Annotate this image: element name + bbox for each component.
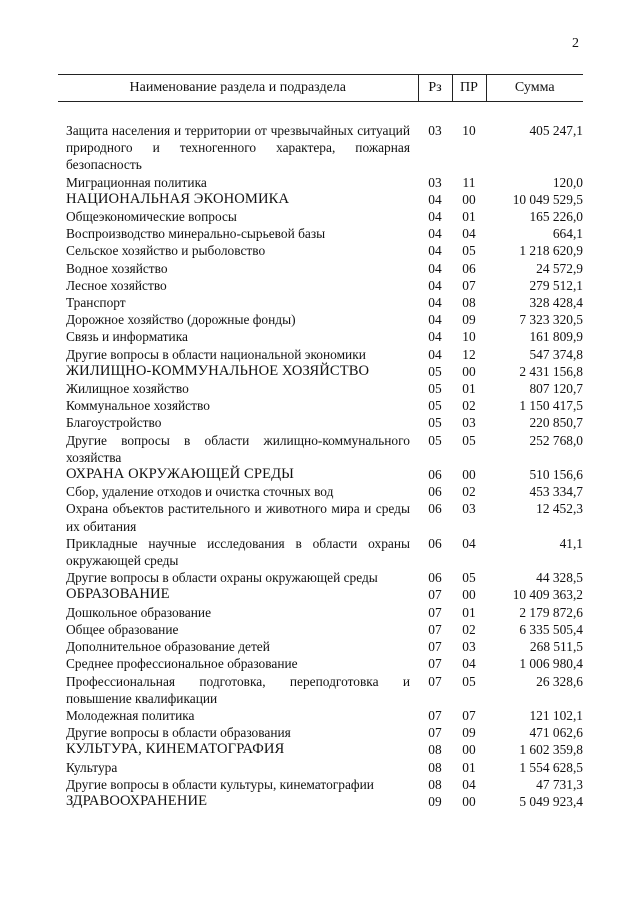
row-pr: 04: [462, 226, 476, 242]
table-row: [58, 294, 583, 311]
row-rz: 04: [428, 243, 442, 259]
row-name: КУЛЬТУРА, КИНЕМАТОГРАФИЯ: [66, 741, 285, 758]
row-sum: 471 062,6: [529, 725, 583, 741]
row-pr: 05: [462, 243, 476, 259]
row-rz: 07: [428, 587, 442, 603]
row-sum: 252 768,0: [529, 432, 583, 448]
row-pr: 02: [462, 621, 476, 637]
row-name: Коммунальное хозяйство: [66, 398, 210, 414]
row-pr: 00: [462, 191, 476, 207]
row-rz: 05: [428, 432, 442, 448]
row-name: Культура: [66, 759, 118, 775]
row-name: Жилищное хозяйство: [66, 381, 189, 397]
table-row: [58, 707, 583, 724]
row-rz: 05: [428, 363, 442, 379]
row-rz: 08: [428, 759, 442, 775]
table-row: [58, 242, 583, 259]
row-sum: 10 049 529,5: [512, 191, 583, 207]
row-rz: 06: [428, 501, 442, 517]
section-row: [58, 363, 583, 380]
row-pr: 01: [462, 209, 476, 225]
row-rz: 07: [428, 604, 442, 620]
row-name: ЖИЛИЩНО-КОММУНАЛЬНОЕ ХОЗЯЙСТВО: [66, 362, 370, 379]
row-sum: 1 150 417,5: [519, 398, 583, 414]
row-name: Общее образование: [66, 621, 179, 637]
row-rz: 05: [428, 381, 442, 397]
row-rz: 08: [428, 742, 442, 758]
row-rz: 04: [428, 295, 442, 311]
row-name: Другие вопросы в области национальной экономики: [66, 346, 366, 362]
row-rz: 03: [428, 174, 442, 190]
row-rz: 04: [428, 260, 442, 276]
header-spacer: [58, 102, 583, 123]
row-sum: 2 431 156,8: [519, 363, 583, 379]
row-sum: 2 179 872,6: [519, 604, 583, 620]
row-rz: 04: [428, 277, 442, 293]
table-row: [58, 759, 583, 776]
row-rz: 04: [428, 191, 442, 207]
row-sum: 47 731,3: [536, 776, 583, 792]
table-row: [58, 122, 583, 174]
table-row: [58, 638, 583, 655]
table-row: [58, 569, 583, 586]
row-rz: 04: [428, 329, 442, 345]
row-name: Сбор, удаление отходов и очистка сточных вод: [66, 484, 334, 500]
row-pr: 09: [462, 312, 476, 328]
row-sum: 6 335 505,4: [519, 621, 583, 637]
table-row: [58, 535, 583, 569]
table-header: [58, 75, 583, 102]
row-sum: 24 572,9: [536, 260, 583, 276]
section-row: [58, 466, 583, 483]
row-pr: 07: [462, 277, 476, 293]
row-name: Сельское хозяйство и рыболовство: [66, 243, 266, 259]
row-rz: 08: [428, 776, 442, 792]
row-pr: 10: [462, 329, 476, 345]
row-pr: 01: [462, 381, 476, 397]
row-sum: 807 120,7: [529, 381, 583, 397]
row-name: НАЦИОНАЛЬНАЯ ЭКОНОМИКА: [66, 190, 290, 207]
row-pr: 05: [462, 673, 476, 689]
row-pr: 06: [462, 260, 476, 276]
table-row: [58, 208, 583, 225]
row-rz: 06: [428, 570, 442, 586]
row-rz: 05: [428, 398, 442, 414]
row-pr: 12: [462, 346, 476, 362]
section-row: [58, 793, 583, 810]
table-row: [58, 225, 583, 242]
row-sum: 44 328,5: [536, 570, 583, 586]
row-name: Благоустройство: [66, 415, 162, 431]
row-sum: 453 334,7: [529, 484, 583, 500]
row-name: Защита населения и территории от чрезвычайных ситуаций природного и техногенного характера, пожарная безопасность: [66, 123, 410, 173]
row-rz: 03: [428, 123, 442, 138]
row-name: Водное хозяйство: [66, 260, 168, 276]
row-rz: 07: [428, 725, 442, 741]
table-row: [58, 483, 583, 500]
row-sum: 547 374,8: [529, 346, 583, 362]
table-row: [58, 604, 583, 621]
row-pr: 04: [462, 776, 476, 792]
page-number: 2: [572, 36, 579, 51]
row-sum: 279 512,1: [529, 277, 583, 293]
row-pr: 03: [462, 415, 476, 431]
table-row: [58, 414, 583, 431]
table-row: [58, 621, 583, 638]
row-sum: 12 452,3: [536, 501, 583, 517]
row-name: Другие вопросы в области охраны окружающей среды: [66, 570, 378, 586]
row-pr: 02: [462, 484, 476, 500]
table-row: [58, 500, 583, 534]
row-sum: 161 809,9: [529, 329, 583, 345]
row-pr: 03: [462, 501, 476, 517]
row-name: Миграционная политика: [66, 174, 207, 190]
row-name: Дошкольное образование: [66, 604, 212, 620]
row-pr: 00: [462, 742, 476, 758]
row-name: ОБРАЗОВАНИЕ: [66, 586, 170, 603]
row-pr: 00: [462, 467, 476, 483]
row-pr: 07: [462, 707, 476, 723]
row-pr: 10: [462, 123, 476, 138]
row-rz: 06: [428, 467, 442, 483]
row-rz: 04: [428, 226, 442, 242]
row-rz: 07: [428, 656, 442, 672]
row-sum: 664,1: [552, 226, 583, 242]
row-pr: 03: [462, 639, 476, 655]
row-sum: 10 409 363,2: [512, 587, 583, 603]
row-name: ОХРАНА ОКРУЖАЮЩЕЙ СРЕДЫ: [66, 466, 294, 483]
row-pr: 01: [462, 604, 476, 620]
row-rz: 09: [428, 793, 442, 809]
row-sum: 405 247,1: [529, 123, 583, 138]
row-sum: 1 006 980,4: [519, 656, 583, 672]
row-rz: 04: [428, 209, 442, 225]
row-name: Дополнительное образование детей: [66, 639, 270, 655]
row-pr: 01: [462, 759, 476, 775]
row-pr: 00: [462, 793, 476, 809]
table-row: [58, 655, 583, 672]
row-name: Связь и информатика: [66, 329, 188, 345]
header-name: Наименование раздела и подраздела: [58, 75, 418, 102]
row-name: Другие вопросы в области культуры, кинематографии: [66, 776, 374, 792]
header-sum: Сумма: [486, 75, 583, 102]
table-body: [58, 102, 583, 811]
row-name: Воспроизводство минерально-сырьевой базы: [66, 226, 326, 242]
row-sum: 5 049 923,4: [519, 793, 583, 809]
row-name: Дорожное хозяйство (дорожные фонды): [66, 312, 296, 328]
row-rz: 04: [428, 346, 442, 362]
table-row: [58, 346, 583, 363]
table-row: [58, 397, 583, 414]
section-row: [58, 586, 583, 603]
row-rz: 06: [428, 535, 442, 551]
table-row: [58, 673, 583, 707]
row-sum: 41,1: [559, 535, 583, 551]
row-sum: 220 850,7: [529, 415, 583, 431]
table-row: [58, 724, 583, 741]
budget-table: [58, 74, 583, 810]
row-sum: 26 328,6: [536, 673, 583, 689]
row-sum: 165 226,0: [529, 209, 583, 225]
row-pr: 05: [462, 570, 476, 586]
row-pr: 04: [462, 535, 476, 551]
row-name: Прикладные научные исследования в области охраны окружающей среды: [66, 535, 410, 569]
row-name: Общеэкономические вопросы: [66, 209, 237, 225]
table-row: [58, 432, 583, 466]
table-row: [58, 380, 583, 397]
row-sum: 120,0: [552, 174, 583, 190]
row-pr: 11: [462, 174, 476, 190]
row-sum: 510 156,6: [529, 467, 583, 483]
row-rz: 04: [428, 312, 442, 328]
row-rz: 05: [428, 415, 442, 431]
row-sum: 1 218 620,9: [519, 243, 583, 259]
row-pr: 04: [462, 656, 476, 672]
row-name: Транспорт: [66, 295, 126, 311]
section-row: [58, 741, 583, 758]
row-rz: 07: [428, 707, 442, 723]
row-pr: 02: [462, 398, 476, 414]
table-row: [58, 311, 583, 328]
row-rz: 07: [428, 621, 442, 637]
row-rz: 06: [428, 484, 442, 500]
table-row: [58, 277, 583, 294]
row-sum: 268 511,5: [529, 639, 583, 655]
row-rz: 07: [428, 639, 442, 655]
row-pr: 00: [462, 363, 476, 379]
row-name: Профессиональная подготовка, переподготовка и повышение квалификации: [66, 673, 410, 706]
header-rz: Рз: [418, 75, 452, 102]
row-sum: 121 102,1: [529, 707, 583, 723]
table-row: [58, 174, 583, 191]
row-name: Охрана объектов растительного и животного мира и среды их обитания: [66, 501, 410, 534]
row-pr: 09: [462, 725, 476, 741]
row-name: Лесное хозяйство: [66, 277, 167, 293]
row-sum: 7 323 320,5: [519, 312, 583, 328]
row-sum: 328 428,4: [529, 295, 583, 311]
row-pr: 08: [462, 295, 476, 311]
header-pr: ПР: [452, 75, 486, 102]
row-name: Среднее профессиональное образование: [66, 656, 298, 672]
row-name: Другие вопросы в области образования: [66, 725, 291, 741]
row-sum: 1 602 359,8: [519, 742, 583, 758]
row-pr: 00: [462, 587, 476, 603]
row-sum: 1 554 628,5: [519, 759, 583, 775]
row-pr: 05: [462, 432, 476, 448]
section-row: [58, 191, 583, 208]
row-name: Другие вопросы в области жилищно-коммунального хозяйства: [66, 432, 410, 465]
row-rz: 07: [428, 673, 442, 689]
table-row: [58, 260, 583, 277]
row-name: Молодежная политика: [66, 707, 195, 723]
table-row: [58, 328, 583, 345]
row-name: ЗДРАВООХРАНЕНИЕ: [66, 792, 208, 809]
table-row: [58, 776, 583, 793]
